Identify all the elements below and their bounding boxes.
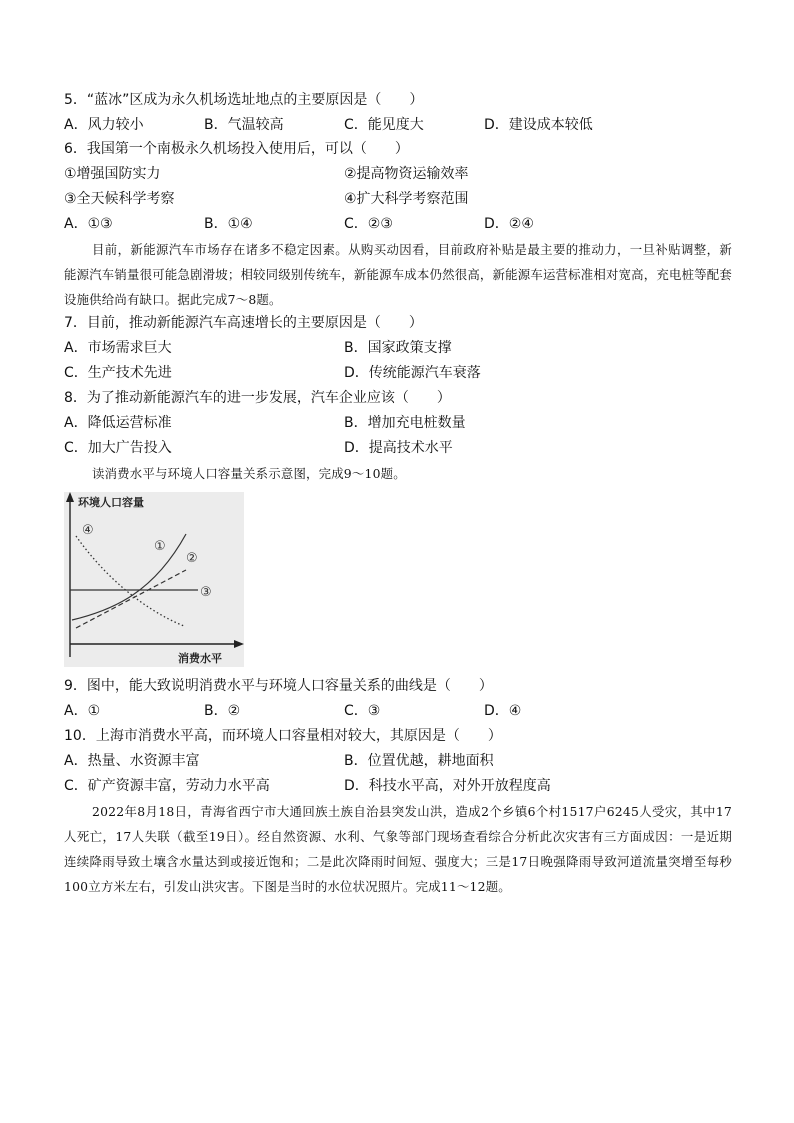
figure-svg	[64, 492, 244, 667]
curve-1	[72, 534, 186, 620]
q6-option-d[interactable]: D．②④	[484, 216, 534, 232]
intro-9-10: 读消费水平与环境人口容量关系示意图，完成9～10题。	[92, 466, 406, 481]
q7-option-a[interactable]: A．市场需求巨大	[64, 340, 172, 356]
q6-option-c[interactable]: C．②③	[344, 216, 393, 232]
q10-stem: 10．上海市消费水平高，而环境人口容量相对较大，其原因是（ ）	[64, 728, 502, 744]
q9-option-c[interactable]: C．③	[344, 703, 381, 719]
passage-7-8: 目前，新能源汽车市场存在诸多不稳定因素。从购买动因看，目前政府补贴是最主要的推动力，一旦补贴调整，新能源汽车销量很可能急剧滑坡；相较同级别传统车，新能源车成本仍然很高，新能源车运营标准相对宽高，充电桩等配套设施供给尚有缺口。据此完成7～8题。	[64, 242, 732, 307]
q9-option-d[interactable]: D．④	[484, 703, 522, 719]
curve-1-label: ①	[154, 539, 166, 554]
q5-option-a[interactable]: A．风力较小	[64, 117, 144, 133]
q9-stem: 9．图中，能大致说明消费水平与环境人口容量关系的曲线是（ ）	[64, 678, 493, 694]
q8-option-c[interactable]: C．加大广告投入	[64, 440, 172, 456]
q8-option-d[interactable]: D．提高技术水平	[344, 440, 453, 456]
passage-11-12: 2022年8月18日，青海省西宁市大通回族土族自治县突发山洪，造成2个乡镇6个村1517户6245人受灾，其中17人死亡，17人失联（截至19日）。经自然资源、水利、气象等部门现场查看综合分析此次灾害有三方面成因：一是近期连续降雨导致土壤含水量达到或接近饱和；二是此次降雨时间短、强度大；三是17日晚强降雨导致河道流量突增至每秒100立方米左右，引发山洪灾害。下图是当时的水位状况照片。完成11～12题。	[64, 804, 732, 894]
q6-option-b[interactable]: B．①④	[204, 216, 253, 232]
q9-option-b[interactable]: B．②	[204, 703, 241, 719]
curve-2	[76, 570, 186, 628]
q10-option-c[interactable]: C．矿产资源丰富，劳动力水平高	[64, 778, 270, 794]
q6-item-2: ②提高物资运输效率	[344, 166, 469, 182]
q10-option-b[interactable]: B．位置优越，耕地面积	[344, 753, 494, 769]
y-axis-label: 环境人口容量	[78, 496, 144, 509]
q10-option-d[interactable]: D．科技水平高，对外开放程度高	[344, 778, 551, 794]
q8-option-a[interactable]: A．降低运营标准	[64, 415, 172, 431]
q6-item-3: ③全天候科学考察	[64, 191, 175, 207]
x-axis-arrow	[234, 640, 244, 648]
curve-3-label: ③	[200, 585, 212, 600]
q6-option-a[interactable]: A．①③	[64, 216, 113, 232]
q9-option-a[interactable]: A．①	[64, 703, 101, 719]
q5-stem: 5．“蓝冰”区成为永久机场选址地点的主要原因是（ ）	[64, 92, 424, 108]
q5-option-d[interactable]: D．建设成本较低	[484, 117, 593, 133]
q5-option-b[interactable]: B．气温较高	[204, 117, 284, 133]
q6-stem: 6．我国第一个南极永久机场投入使用后，可以（ ）	[64, 141, 409, 157]
q6-item-1: ①增强国防实力	[64, 166, 161, 182]
q7-stem: 7．目前，推动新能源汽车高速增长的主要原因是（ ）	[64, 315, 423, 331]
q8-stem: 8．为了推动新能源汽车的进一步发展，汽车企业应该（ ）	[64, 390, 451, 406]
q10-option-a[interactable]: A．热量、水资源丰富	[64, 753, 200, 769]
q7-option-b[interactable]: B．国家政策支撑	[344, 340, 452, 356]
curve-4	[76, 536, 184, 626]
curve-2-label: ②	[186, 551, 198, 566]
q6-item-4: ④扩大科学考察范围	[344, 191, 469, 207]
x-axis-label: 消费水平	[178, 652, 222, 665]
q7-option-c[interactable]: C．生产技术先进	[64, 365, 172, 381]
curve-4-label: ④	[82, 523, 94, 538]
y-axis-arrow	[66, 492, 74, 502]
consumption-capacity-figure	[64, 492, 244, 667]
q7-option-d[interactable]: D．传统能源汽车衰落	[344, 365, 481, 381]
q5-option-c[interactable]: C．能见度大	[344, 117, 424, 133]
q8-option-b[interactable]: B．增加充电桩数量	[344, 415, 466, 431]
